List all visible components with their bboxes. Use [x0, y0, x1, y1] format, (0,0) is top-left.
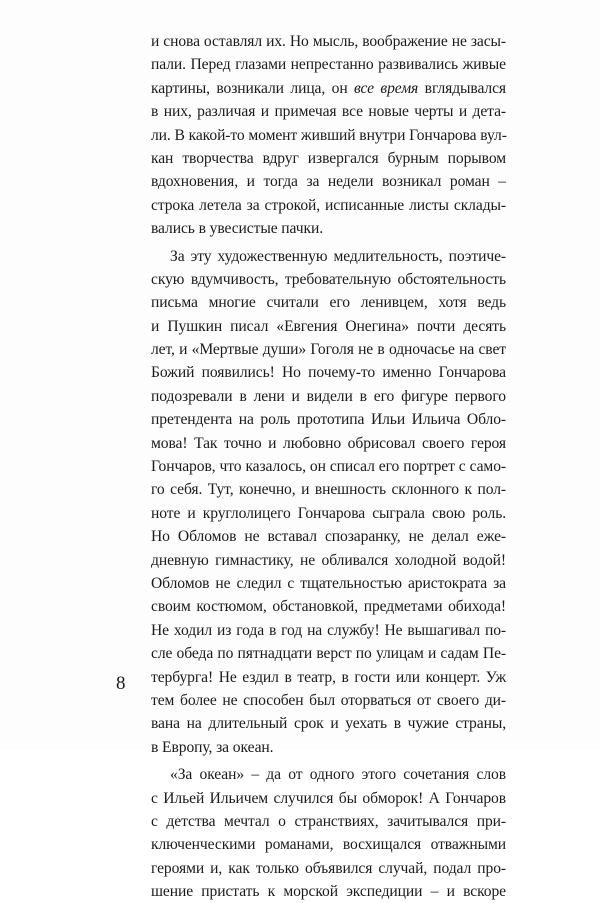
text-line: вались в увесистые пачки.	[151, 220, 324, 238]
page-body-text	[151, 30, 506, 903]
text-line: своим костюмом, обстановкой, предметами обихода!	[151, 598, 506, 616]
text-fragment: картины, возникали лица, он	[151, 79, 355, 97]
text-line: шение пристать к морской экспедиции – и вскоре	[151, 883, 506, 901]
italic-phrase: все время	[354, 79, 419, 97]
page-number: 8	[116, 673, 126, 694]
text-line: го себя. Тут, конечно, и внешность склонного к пол-	[151, 481, 506, 499]
text-line: тем более не способен был оторваться от своего ди-	[151, 691, 506, 709]
text-line: Но Обломов не вставал спозаранку, не делал еже-	[151, 528, 506, 546]
text-line: подозревали в лени и видели в его фигуре первого	[151, 387, 506, 405]
text-line: дневную гимнастику, не обливался холодной водой!	[151, 551, 506, 569]
text-line: строка летела за строкой, исписанные листы склады-	[151, 196, 506, 214]
text-line: вана на длительный срок и уехать в чужие страны,	[151, 715, 506, 733]
text-line	[151, 77, 506, 100]
text-line: мова! Так точно и любовно обрисовал своего героя	[151, 434, 506, 452]
text-line: тербурга! Не ездил в театр, в гости или концерт. Уж	[151, 668, 506, 686]
text-line: За эту художественную медлительность, поэтиче-	[170, 247, 506, 265]
text-line: ключенческими романами, восхищался отважными	[151, 836, 506, 854]
text-line: сле обеда по пятнадцати верст по улицам и садам Пе-	[151, 645, 506, 663]
text-line: с Ильей Ильичем случился бы обморок! А Гончаров	[151, 789, 506, 807]
text-line: вдохновения, и тогда за недели возникал роман –	[151, 173, 506, 191]
text-line: письма многие считали его ленивцем, хотя ведь	[151, 294, 506, 312]
text-line: Не ходил из года в год на службу! Не вышагивал по-	[151, 621, 506, 639]
text-line: пали. Перед глазами непрестанно развивались живые	[151, 56, 506, 74]
text-line: кан творчества вдруг извергался бурным порывом	[151, 149, 506, 167]
text-line: лет, и «Мертвые души» Гоголя не в одночасье на свет	[151, 341, 506, 359]
text-line: ли. В какой-то момент живший внутри Гончарова вул-	[151, 126, 507, 144]
text-line: скую вдумчивость, требовательную обстоятельность	[151, 270, 506, 288]
text-line: в Европу, за океан.	[151, 738, 274, 756]
text-line: Обломов не следил с тщательностью аристократа за	[151, 574, 506, 592]
text-line: в них, различая и примечая все новые черты и дета-	[151, 103, 506, 121]
text-line: и Пушкин писал «Евгения Онегина» почти десять	[151, 317, 506, 335]
text-fragment: вглядывался	[418, 79, 507, 97]
text-line: ноте и круглолицего Гончарова сыграла свою роль.	[151, 504, 506, 522]
text-line: и снова оставлял их. Но мысль, воображение не засы-	[151, 33, 506, 50]
text-line: Гончаров, что казалось, он списал его портрет с само-	[151, 458, 506, 476]
text-line: претендента на роль прототипа Ильи Ильича Обло-	[151, 411, 506, 429]
text-line: «За океан» – да от одного этого сочетания слов	[170, 766, 506, 784]
text-line: Божий появились! Но почему-то именно Гончарова	[151, 364, 506, 382]
text-line: героями и, как только объявился случай, подал про-	[151, 859, 506, 877]
text-line: с детства мечтал о странствиях, зачитывался при-	[151, 812, 506, 830]
